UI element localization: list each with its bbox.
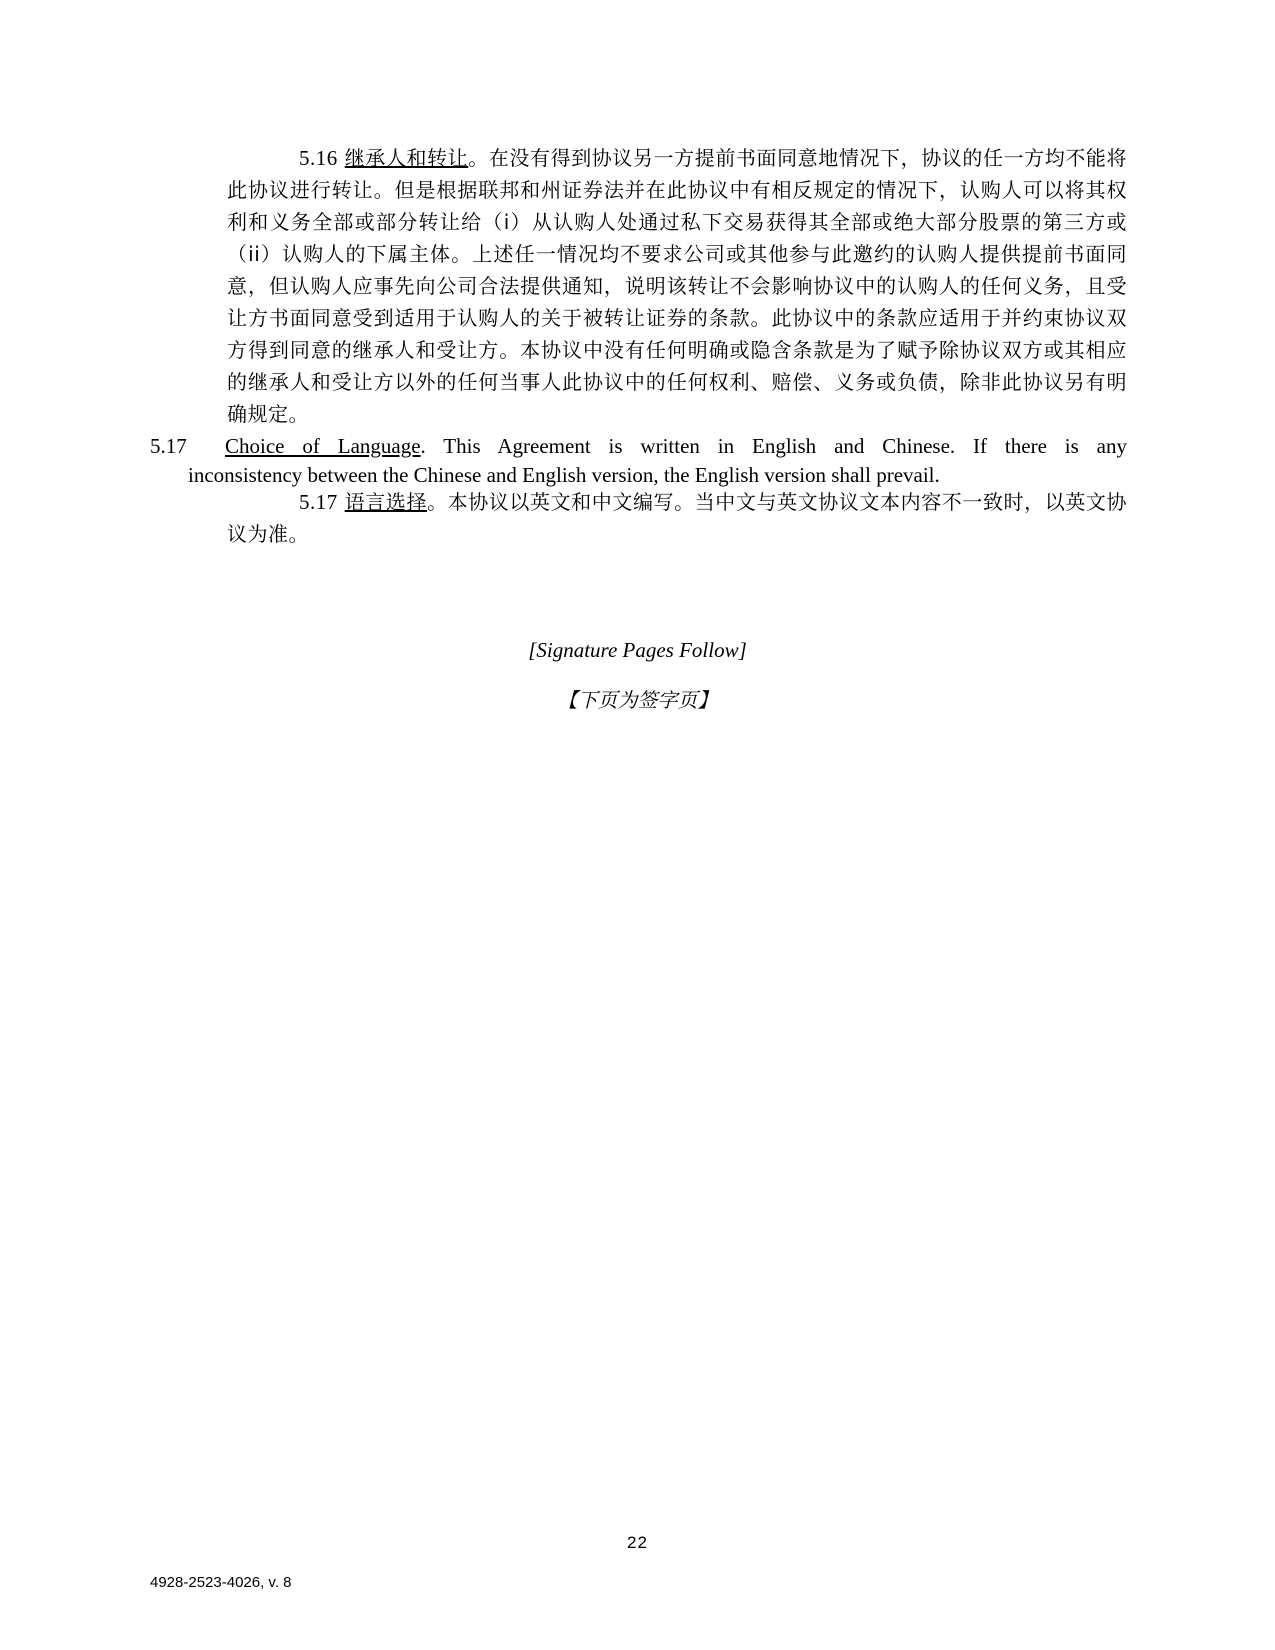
section-line-1 (150, 432, 1127, 461)
section-heading: Choice of Language (225, 434, 421, 458)
section-body-line-1: . This Agreement is written in English and Chinese. If there is any (420, 434, 1127, 458)
section-body: 。本协议以英文和中文编写。当中文与英文协议文本内容不一致时，以英文协议为准。 (227, 490, 1128, 546)
section-number: 5.16 (299, 146, 338, 170)
signature-notice-english: [Signature Pages Follow] (528, 638, 747, 662)
page-number: 22 (627, 1533, 648, 1552)
section-heading: 继承人和转让 (344, 146, 469, 170)
section-5-17-english (150, 432, 1127, 490)
section-body: 。在没有得到协议另一方提前书面同意地情况下，协议的任一方均不能将此协议进行转让。但是根据联邦和州证券法并在此协议中有相反规定的情况下，认购人可以将其权利和义务全部或部分转让给（i）从认购人处通过私下交易获得其全部或绝大部分股票的第三方或（ii）认购人的下属主体。上述任一情况均不要求公司或其他参与此邀约的认购人提供提前书面同意，但认购人应事先向公司合法提供通知，说明该转让不会影响协议中的认购人的任何义务，且受让方书面同意受到适用于认购人的关于被转让证券的条款。此协议中的条款应适用于并约束协议双方得到同意的继承人和受让方。本协议中没有任何明确或隐含条款是为了赋予除协议双方或其相应的继承人和受让方以外的任何当事人此协议中的任何权利、赔偿、义务或负债，除非此协议另有明确规定。 (227, 146, 1128, 426)
section-number: 5.17 (150, 434, 187, 458)
document-id: 4928-2523-4026, v. 8 (150, 1574, 292, 1591)
section-heading: 语言选择 (344, 490, 428, 514)
signature-notice-chinese: 【下页为签字页】 (557, 688, 718, 712)
section-body-line-2: inconsistency between the Chinese and English version, the English version shall prevail. (188, 463, 940, 487)
section-5-17-chinese (227, 486, 1127, 550)
section-number: 5.17 (299, 490, 338, 514)
section-5-16-chinese (227, 142, 1127, 430)
